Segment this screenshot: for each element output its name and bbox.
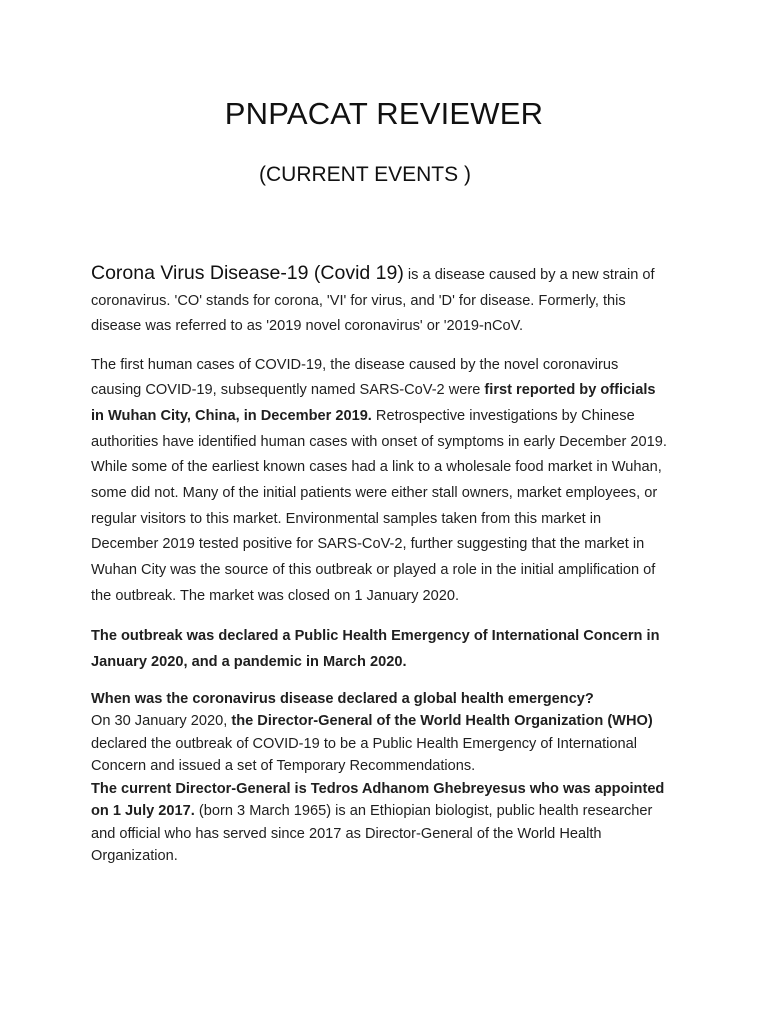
paragraph-who-declaration — [91, 688, 671, 868]
first-cases-highlight: first reported by officials in Wuhan City, China, in December 2019. — [91, 382, 656, 424]
answer-text-a1: On 30 January 2020, — [91, 713, 232, 730]
page-subtitle: (CURRENT EVENTS ) — [259, 163, 471, 186]
director-general-name: Tedros Adhanom Ghebreyesus who was appointed on 1 July 2017. — [91, 780, 665, 820]
covid-term-heading: Corona Virus Disease-19 (Covid 19) — [91, 262, 404, 284]
first-cases-text-a: The first human cases of COVID-19, the disease caused by the novel coronavirus causing COVID-19, subsequently named SARS-CoV-2 were — [91, 356, 619, 399]
page-title: PNPACAT REVIEWER — [224, 96, 544, 131]
paragraph-first-cases — [91, 353, 671, 610]
first-cases-text-c: Retrospective investigations by Chinese authorities have identified human cases with onset of symptoms in early December 2019. While some of the earliest known cases had a link to a wholesale food market in Wuhan, some did not. Many of the initial patients were either stall owners, market employees, or regular visitors to this market. Environmental samples taken from this market in December 2019 tested positive for SARS-CoV-2, further suggesting that the market in Wuhan City was the source of this outbreak or played a role in the initial amplification of the outbreak. The market was closed on 1 January 2020. — [91, 407, 667, 604]
answer-text-a2: declared the outbreak of COVID-19 to be a Public Health Emergency of International Concern and issued a set of Temporary Recommendations. — [91, 735, 637, 775]
paragraph-covid-definition — [91, 261, 671, 340]
covid-definition-text: is a disease caused by a new strain of coronavirus. 'CO' stands for corona, 'VI' for virus, and 'D' for disease. Formerly, this disease was referred to as '2019 novel coronavirus' or '2019-nCoV. — [91, 267, 655, 334]
answer-who-highlight: the Director-General of the World Health Organization (WHO) — [231, 713, 653, 730]
director-general-bio: (born 3 March 1965) is an Ethiopian biologist, public health researcher and official who has served since 2017 as Director-General of the World Health Organization. — [91, 803, 653, 865]
paragraph-pandemic-declaration: The outbreak was declared a Public Health Emergency of International Concern in January 2020, and a pandemic in March 2020. — [91, 627, 660, 670]
question-heading: When was the coronavirus disease declared a global health emergency? — [91, 690, 594, 707]
document-body — [91, 261, 671, 868]
director-general-label: The current Director-General is — [91, 780, 311, 797]
